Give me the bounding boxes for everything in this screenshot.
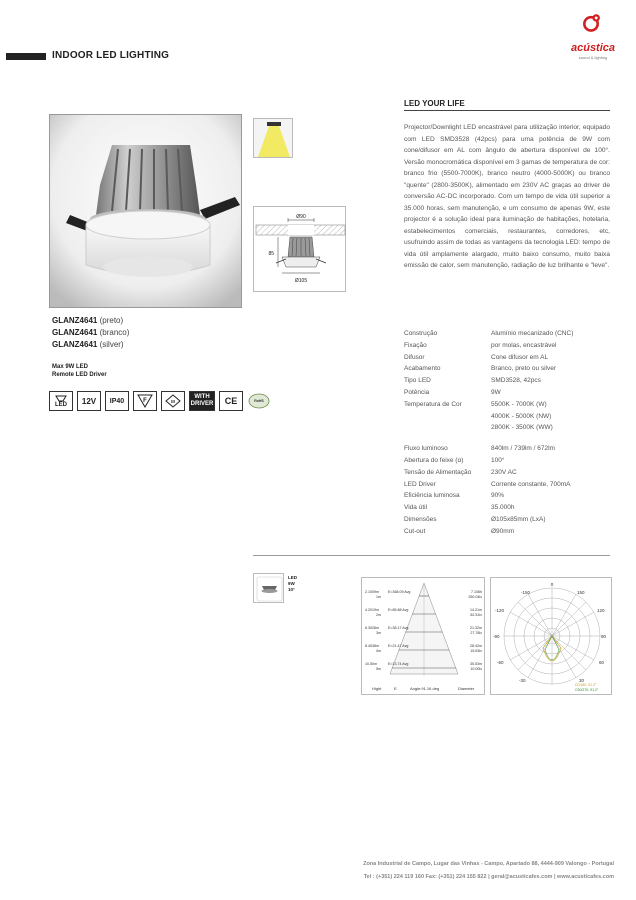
polar-label: -60	[497, 660, 504, 665]
cone-label-mid: E=38.17 Avg	[388, 626, 409, 630]
spec-value: Cone difusor em AL	[491, 353, 549, 361]
product-code-row	[52, 339, 129, 351]
spec-label: Cut-out	[404, 527, 426, 535]
spec-row	[404, 387, 610, 399]
spec-row	[404, 526, 610, 538]
spec-value: por molas, encastrável	[491, 341, 557, 349]
footer-col-height: Hight	[372, 686, 382, 691]
polar-label: -150	[521, 590, 531, 595]
driver-badge-top: WITH	[194, 394, 210, 400]
diameter-dimension: Ø105	[294, 278, 308, 284]
spec-value: Alumínio mecanizado (CNC)	[491, 330, 574, 337]
cone-chart	[362, 578, 486, 696]
voltage-badge: 12V	[77, 391, 101, 411]
polar-label: 150	[577, 590, 585, 595]
downlight-image	[50, 115, 242, 308]
spec-row	[404, 352, 610, 364]
spec-label: Tensão de Alimentação	[404, 468, 472, 476]
spec-label: Difusor	[404, 353, 425, 361]
spec-values	[491, 443, 610, 455]
driver-badge	[189, 391, 215, 411]
spec-values	[491, 490, 610, 502]
cone-label-right-top: 35.53m	[470, 662, 482, 666]
downlight-icon	[254, 574, 285, 604]
cone-label-left-top: 2.1009m	[365, 590, 379, 594]
footer-address: Zona Industrial de Campo, Lugar das Vinhas - Campo, Apartado 88, 4444-909 Valongo - Portugal	[363, 861, 614, 867]
spec-row	[404, 375, 610, 387]
section-divider	[404, 110, 610, 111]
section-title: LED YOUR LIFE	[404, 99, 465, 108]
rohs-badge	[247, 391, 271, 411]
cone-label-right-top: 14.21m	[470, 608, 482, 612]
product-photo	[49, 114, 242, 308]
spec-value: 5500K - 7000K (W)	[491, 400, 547, 408]
spec-value: 9W	[491, 388, 501, 396]
cone-label-mid: E=368.09 Avg	[388, 590, 411, 594]
spec-value: Ø105x85mm (LxA)	[491, 515, 546, 523]
led-badge-label: LED	[55, 401, 67, 408]
spec-value: 230V AC	[491, 468, 517, 476]
spec-value: 4000K - 5000K (NW)	[491, 412, 552, 420]
light-beam-icon	[254, 119, 294, 159]
spec-row	[404, 479, 610, 491]
cone-label-left-bottom: 5m	[376, 667, 381, 671]
spec-label: Dimensões	[404, 515, 437, 523]
spec-row	[404, 328, 610, 340]
cone-label-right-top: 21.32m	[470, 626, 482, 630]
cone-label-left-bottom: 3m	[376, 631, 381, 635]
led-badge	[49, 391, 73, 411]
driver-badge-bottom: DRIVER	[190, 401, 214, 407]
spec-notes	[52, 363, 107, 379]
polar-label: -90	[493, 634, 500, 639]
polar-label-top: 0	[550, 582, 554, 587]
fixture-icon-label	[288, 575, 297, 593]
icon-line: 10°	[288, 587, 295, 592]
dimension-diagram	[253, 206, 346, 292]
cone-label-right-top: 7.106h	[471, 590, 482, 594]
page-title: INDOOR LED LIGHTING	[52, 50, 170, 61]
spec-table	[404, 328, 610, 538]
cone-label-right-bottom: 10.00lx	[470, 667, 482, 671]
spec-gap	[404, 434, 610, 443]
spec-label: Temperatura de Cor	[404, 400, 462, 408]
spec-row	[404, 363, 610, 375]
product-variant: (silver)	[99, 340, 124, 349]
f-mark-badge	[133, 391, 157, 411]
cone-label-left-top: 10.50m	[365, 662, 377, 666]
cone-label-left-top: 4.2019m	[365, 608, 379, 612]
cone-label-right-bottom: 15.63lx	[470, 649, 482, 653]
polar-label: 120	[597, 608, 605, 613]
spec-value: 35.000h	[491, 504, 515, 512]
spec-value: 2800K - 3500K (WW)	[491, 424, 553, 432]
legend-c0: C0/180, 91.2°	[575, 683, 597, 687]
brand-tagline: sound & lighting	[578, 55, 608, 60]
product-code: GLANZ4641	[52, 328, 98, 337]
lamp-icon	[55, 395, 67, 402]
cone-label-mid: E=21.47 Avg	[388, 644, 409, 648]
spec-values	[491, 479, 610, 491]
polar-label: 30	[579, 678, 585, 683]
cone-label-right-bottom: 250.04lx	[468, 595, 482, 599]
spec-row	[404, 443, 610, 455]
cone-label-right-bottom: 27.78lx	[470, 631, 482, 635]
polar-chart	[491, 578, 613, 696]
product-code: GLANZ4641	[52, 340, 98, 349]
spec-value: 100°	[491, 456, 505, 464]
cone-label-mid: E=13.74 Avg	[388, 662, 409, 666]
polar-label: 90	[601, 634, 607, 639]
spec-label: Fixação	[404, 341, 427, 349]
cutout-dimension: Ø90	[296, 214, 306, 220]
cone-label-left-top: 8.4038m	[365, 644, 379, 648]
spec-row	[404, 467, 610, 479]
fixture-icon	[253, 573, 284, 603]
spec-value: Branco, preto ou silver	[491, 365, 557, 373]
spec-value: 840lm / 739lm / 672lm	[491, 445, 555, 453]
legend-c90: C90/270, 91.2°	[575, 688, 599, 692]
spec-label: Acabamento	[404, 365, 441, 373]
height-dimension: 85	[268, 251, 274, 257]
polar-distribution-diagram	[490, 577, 612, 695]
note-max-power: Max 9W LED	[52, 364, 89, 370]
polar-label: 60	[599, 660, 605, 665]
spec-values	[491, 328, 610, 340]
spec-label: Potência	[404, 388, 430, 396]
spec-values	[491, 387, 610, 399]
spec-values	[491, 352, 610, 364]
spec-values	[491, 399, 610, 434]
icon-line: 9W	[288, 581, 295, 586]
f-mark-label: F	[143, 398, 147, 404]
spec-values	[491, 467, 610, 479]
cone-label-left-top: 6.3028m	[365, 626, 379, 630]
class-badge	[161, 391, 185, 411]
cone-label-left-bottom: 2m	[376, 613, 381, 617]
spec-values	[491, 455, 610, 467]
certification-badges	[49, 391, 271, 411]
footer-contacts: Tel : (+351) 224 119 160 Fax: (+351) 224 155 822 | geral@acusticafes.com | www.acusticafes.com	[363, 874, 614, 880]
note-driver: Remote LED Driver	[52, 372, 107, 378]
beam-angle-icon	[253, 118, 293, 158]
spec-label: Construção	[404, 330, 438, 337]
spec-row	[404, 514, 610, 526]
spec-label: Tipo LED	[404, 377, 431, 385]
spec-value: SMD3528, 42pcs	[491, 377, 541, 385]
class-label: III	[171, 398, 175, 404]
spec-values	[491, 363, 610, 375]
cone-label-left-bottom: 1m	[376, 595, 381, 599]
polar-label: -30	[519, 678, 526, 683]
product-code-row	[52, 327, 129, 339]
brand-name: acústica	[570, 42, 616, 54]
cone-label-right-top: 28.42m	[470, 644, 482, 648]
spec-row	[404, 502, 610, 514]
product-description: Projector/Downlight LED encastrável para utilização interior, equipado com LED SMD3528 (42pcs) para uma potência de 9W com cone/difusor em AL com ângulo de abertura disponível de 100°. Versão monocromática disponível em 3 gamas de temperatura de cor: branco frio (5500-7000K), branco neutro (4000-5000K) ou branco "quente" (2800-3500K), alimentado em 230V AC graças ao driver de conversão AC-DC incorporado. Com um tempo de vida útil superior a 35.000 horas, sem manutenção, e um consumo de apenas 9W, este projector é a solução ideal para iluminação de habitações, hotelaria, estabelecimentos comerciais, restaurantes, corredores, etc, usufruindo assim de todas as vantagens da tecnologia LED: tempo de vida útil amplamente alargado, muito baixo consumo, muito baixa emissão de calor, sem manutenção, radiação de luz brilhante e "leve".	[404, 124, 610, 269]
ce-badge: CE	[219, 391, 243, 411]
spec-label: Vida útil	[404, 504, 428, 512]
section-divider-lower	[253, 555, 610, 556]
spec-label: Eficiência luminosa	[404, 492, 460, 500]
spec-values	[491, 375, 610, 387]
footer-col-e: E	[394, 686, 397, 691]
footer-col-diameter: Diameter	[458, 686, 475, 691]
rohs-label: RoHS	[254, 399, 264, 403]
cone-label-mid: E=85.88 Avg	[388, 608, 409, 612]
cone-label-left-bottom: 4m	[376, 649, 381, 653]
product-variant: (preto)	[99, 316, 124, 325]
product-code-row	[52, 315, 129, 327]
icon-line: LED	[288, 575, 297, 580]
photometric-cone-diagram	[361, 577, 485, 695]
spec-row	[404, 455, 610, 467]
dimension-drawing	[254, 207, 347, 293]
spec-value: Ø90mm	[491, 527, 515, 535]
spec-label: Fluxo luminoso	[404, 445, 448, 453]
spec-value: 90%	[491, 492, 505, 500]
cone-label-right-bottom: 62.51lx	[470, 613, 482, 617]
spec-row	[404, 490, 610, 502]
product-code: GLANZ4641	[52, 316, 98, 325]
spec-row	[404, 340, 610, 352]
spec-label: Abertura do feixe (α)	[404, 456, 464, 464]
spec-value: Corrente constante, 700mA	[491, 480, 571, 488]
spec-label: LED Driver	[404, 480, 436, 488]
spec-values	[491, 502, 610, 514]
footer-col-angle: Angle:91.16 deg	[410, 686, 440, 691]
spec-values	[491, 340, 610, 352]
header-bar	[6, 53, 46, 60]
product-variant: (branco)	[99, 328, 130, 337]
spec-row	[404, 399, 610, 434]
product-codes	[52, 315, 129, 351]
spec-values	[491, 526, 610, 538]
polar-label: -120	[495, 608, 505, 613]
spec-values	[491, 514, 610, 526]
ip-rating-badge: IP40	[105, 391, 129, 411]
